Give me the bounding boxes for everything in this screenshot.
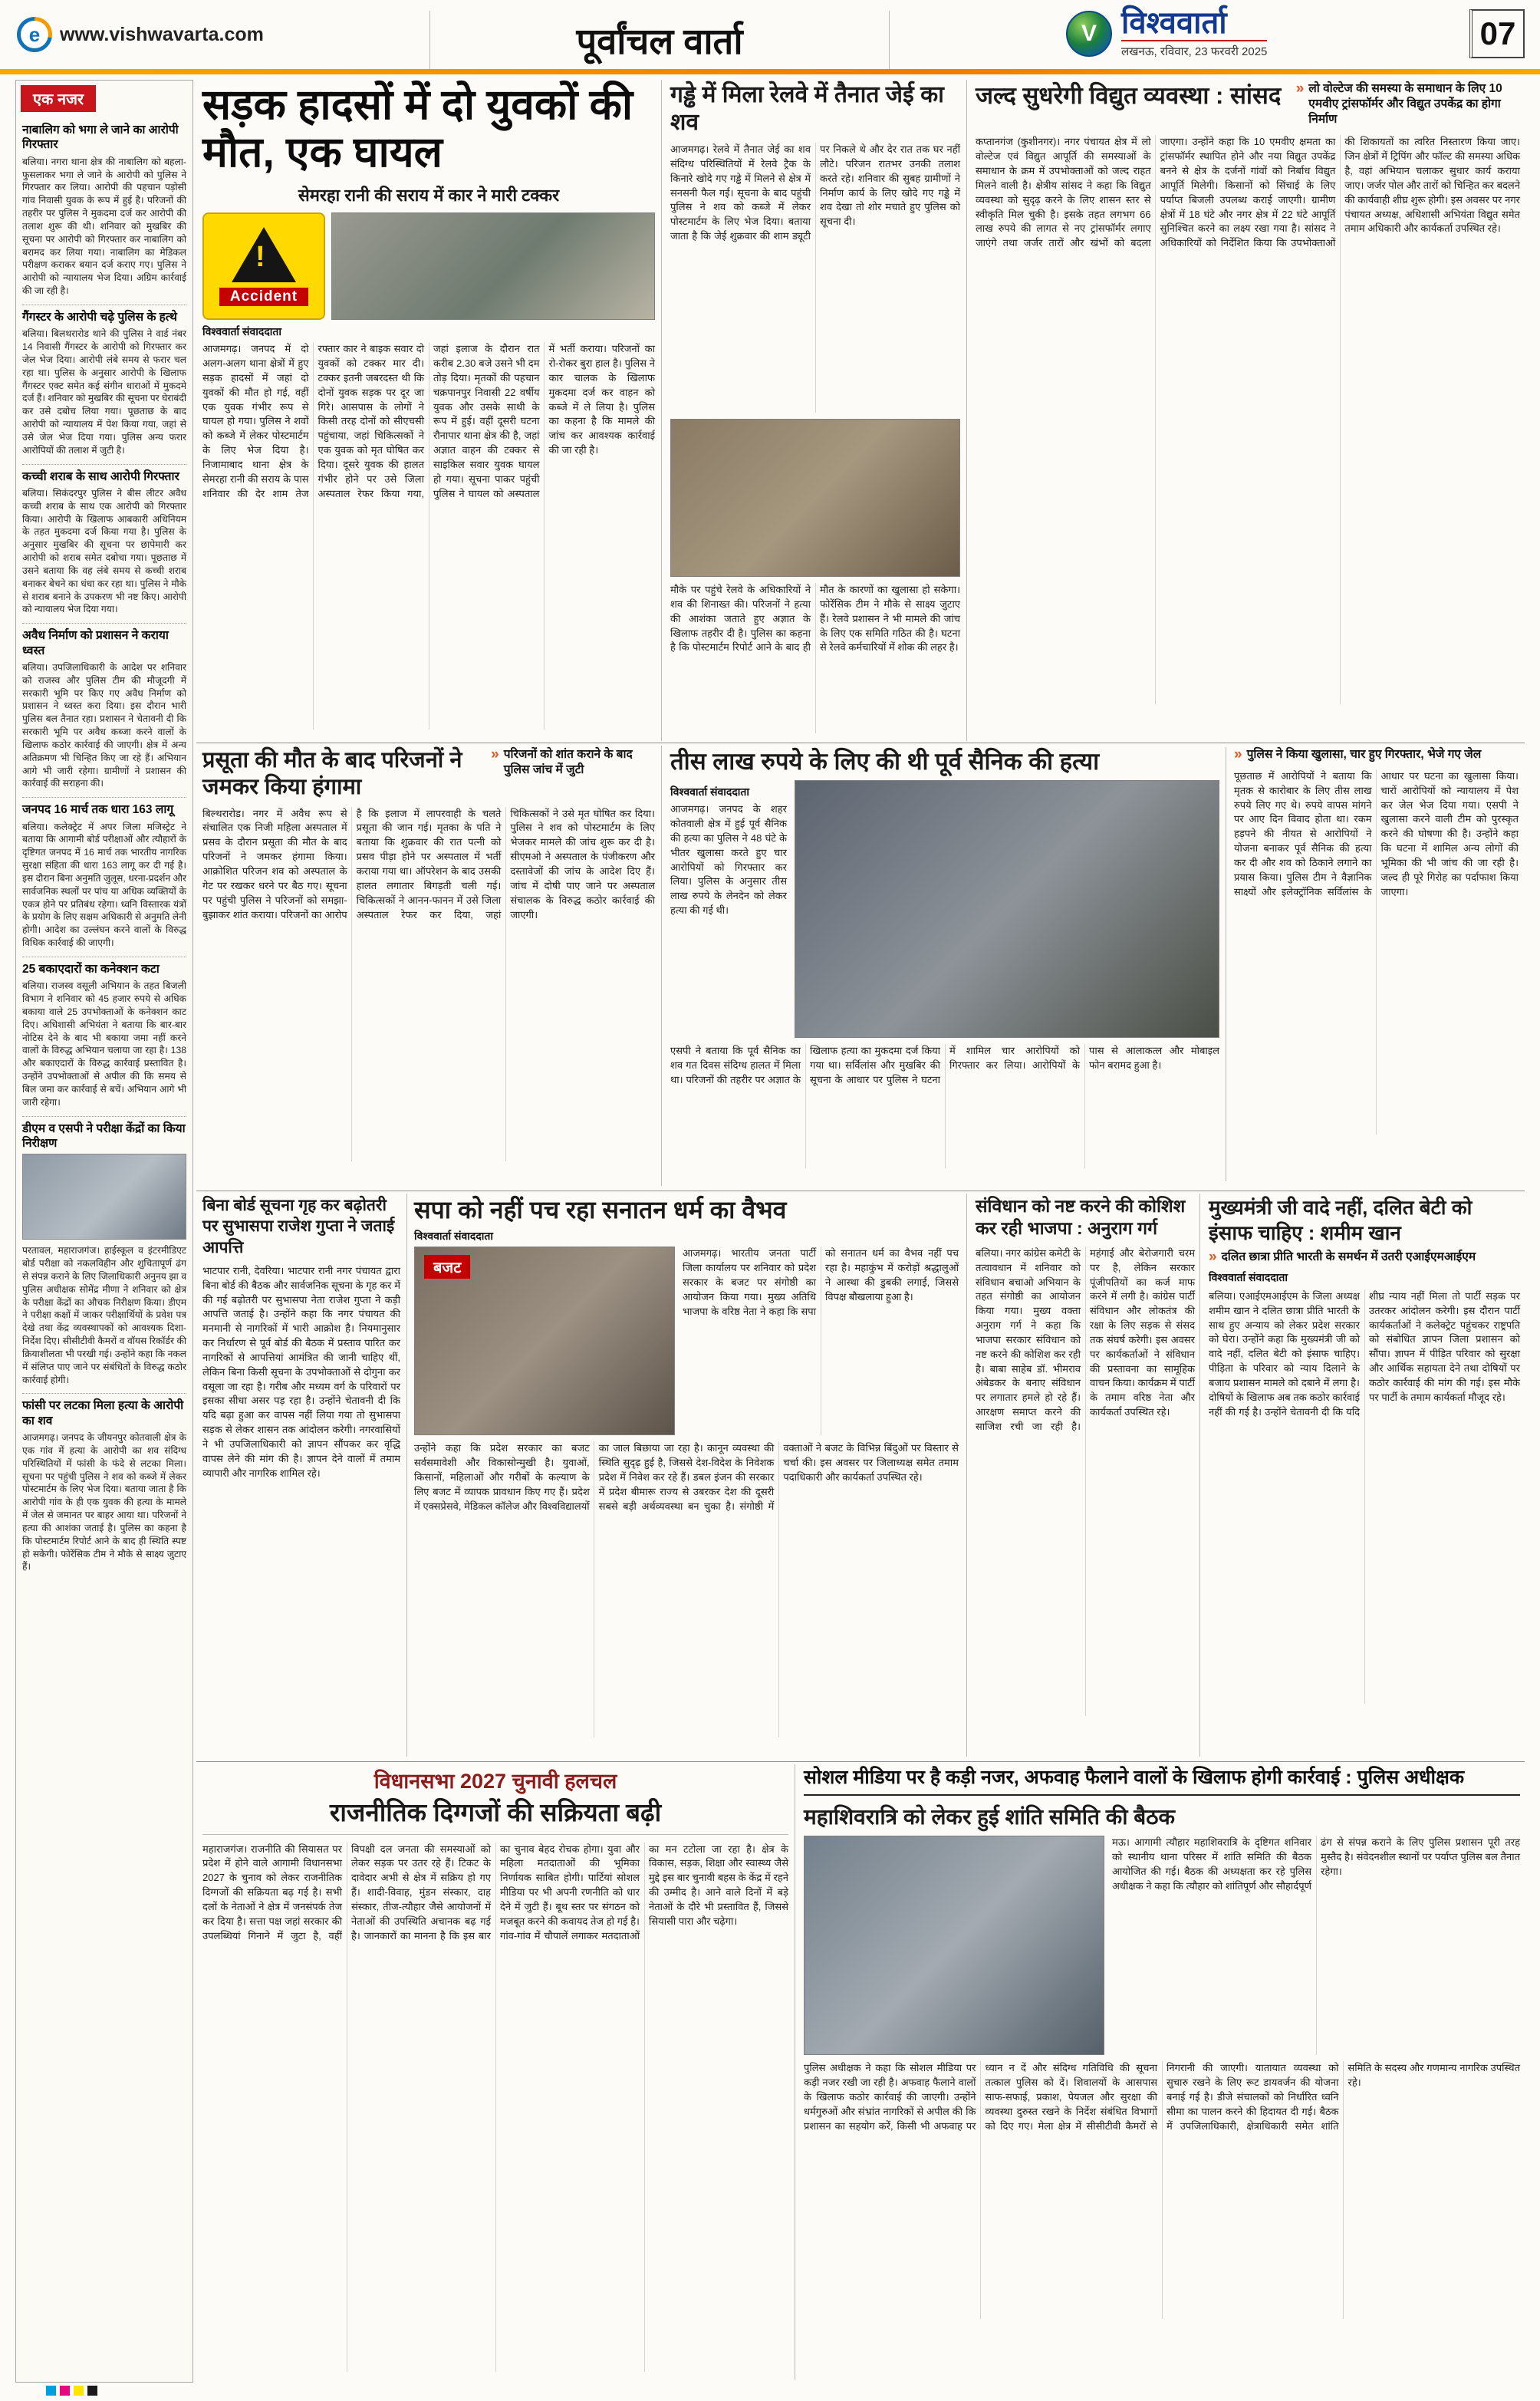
story-prasoota-protest — [196, 746, 660, 1186]
soldier-body-top: आजमगढ़। जनपद के शहर कोतवाली क्षेत्र में हुई पूर्व सैनिक की हत्या का पुलिस ने 48 घंटे के भीतर खुलासा करते हुए चार आरोपियों को गिरफ्तार कर लिया। पुलिस के अनुसार तीस लाख रुपये के लेनदेन को लेकर हत्या की गई थी। — [670, 803, 787, 917]
header-left — [17, 17, 264, 52]
story-power-supply-mp — [969, 80, 1525, 741]
soldier-subhead-text: पुलिस ने किया खुलासा, चार हुए गिरफ्तार, भेजे गए जेल — [1246, 748, 1482, 761]
column-divider — [406, 1194, 407, 1757]
column-divider — [661, 80, 662, 741]
brief-body: आजमगढ़। जनपद के जीयनपुर कोतवाली क्षेत्र के एक गांव में हत्या के आरोपी का शव संदिग्ध परिस्थितियों में फांसी के फंदे से लटका मिला। सूचना पर पहुंची पुलिस ने शव को कब्जे में लेकर पोस्टमार्टम के लिए भेज दिया। बताया जाता है कि आरोपी गांव के ही एक युवक की हत्या के मामले में जेल से जमानत पर बाहर आया था। परिजनों ने हत्या की आशंका जताई है। पुलिस का कहना है कि पोस्टमार्टम रिपोर्ट आने के बाद ही स्थिति स्पष्ट हो सकेगी। फोरेंसिक टीम ने मौके से साक्ष्य जुटाए हैं। — [22, 1432, 186, 1573]
edition-date-line: लखनऊ, रविवार, 23 फरवरी 2025 — [1121, 40, 1267, 59]
vishwavarta-globe-logo-icon — [1066, 11, 1112, 57]
brief-body: बलिया। उपजिलाधिकारी के आदेश पर शनिवार को राजस्व और पुलिस टीम की मौजूदगी में सरकारी भूमि पर किए गए अवैध निर्माण को प्रशासन ने ध्वस्त करा दिया। इस दौरान भारी पुलिस बल तैनात रहा। प्रशासन ने चेतावनी दी कि सरकारी भूमि पर अवैध कब्जा करने वालों के खिलाफ कठोर कार्रवाई की जाएगी। क्षेत्र में अन्य अतिक्रमण भी चिन्हित किए जा रहे हैं। अभियान आगे भी जारी रहेगा। ग्रामीणों ने प्रशासन की कार्रवाई की सराहना की। — [22, 661, 186, 789]
prasoota-body: बिल्थरारोड। नगर में अवैध रूप से संचालित एक निजी महिला अस्पताल में प्रसव के दौरान प्रसूता की मौत के बाद परिजनों ने जमकर हंगामा किया। आक्रोशित परिजन शव को अस्पताल के गेट पर रखकर धरने पर बैठ गए। सूचना पर पहुंची पुलिस ने परिजनों को समझा-बुझाकर शांत कराया। परिजनों का आरोप है कि इलाज में लापरवाही के चलते प्रसूता की जान गई। मृतका के पति ने बताया कि शुक्रवार की रात पत्नी को प्रसव पीड़ा होने पर अस्पताल में भर्ती कराया गया था। ऑपरेशन के बाद उसकी हालत लगातार बिगड़ती चली गई। चिकित्सकों ने आनन-फानन में उसे जिला अस्पताल रेफर कर दिया, जहां चिकित्सकों ने उसे मृत घोषित कर दिया। पुलिस ने शव को पोस्टमार्टम के लिए भेजकर मामले की जांच शुरू कर दी है। सीएमओ ने अस्पताल के पंजीकरण और दस्तावेजों की जांच के आदेश दिए हैं। जांच में दोषी पाए जाने पर अस्पताल संचालक के विरुद्ध कठोर कार्रवाई की जाएगी। — [202, 807, 655, 921]
je-body-bottom: मौके पर पहुंचे रेलवे के अधिकारियों ने शव की शिनाख्त की। परिजनों ने हत्या की आशंका जताते हुए अज्ञात के खिलाफ तहरीर दी है। पुलिस का कहना है कि पोस्टमार्टम रिपोर्ट आने के बाद ही मौत के कारणों का खुलासा हो सकेगा। फोरेंसिक टीम ने मौके से साक्ष्य जुटाए हैं। रेलवे प्रशासन ने भी मामले की जांच के लिए एक समिति गठित की है। घटना से रेलवे कर्मचारियों में शोक की लहर है। — [670, 584, 960, 654]
ek-najar-section-label: एक नजर — [21, 85, 96, 112]
story-house-tax-objection — [196, 1194, 405, 1757]
shanti-body-top: मऊ। आगामी त्यौहार महाशिवरात्रि के दृष्टिगत शनिवार को स्थानीय थाना परिसर में शांति समिति की बैठक आयोजित की गई। बैठक की अध्यक्षता कर रहे पुलिस अधीक्षक ने कहा कि त्यौहार को शांतिपूर्ण और सौहार्दपूर्ण ढंग से संपन्न कराने के लिए पुलिस प्रशासन पूरी तरह मुस्तैद है। संवेदनशील स्थानों पर पर्याप्त पुलिस बल तैनात रहेगा। — [1112, 1836, 1520, 1892]
brand-block — [1121, 8, 1267, 59]
warning-triangle-icon — [232, 227, 296, 282]
edition-masthead: पूर्वांचल वार्ता — [429, 11, 890, 69]
brief-body: बलिया। नगरा थाना क्षेत्र की नाबालिग को बहला-फुसलाकर भगा ले जाने के आरोपी को पुलिस ने गिरफ्तार कर लिया। आरोपी की पहचान पड़ोसी गांव निवासी युवक के रूप में हुई है। परिजनों की तहरीर पर पुलिस ने मुकदमा दर्ज कर आरोपी की तलाश शुरू की थी। शनिवार को मुखबिर की सूचना पर आरोपी को गिरफ्तार कर नाबालिग को बरामद कर लिया गया। नाबालिग का मेडिकल परीक्षण कराकर बयान दर्ज कराए गए। पुलिस ने आरोपी को न्यायालय भेज दिया। अग्रिम कार्रवाई की जा रही है। — [22, 156, 186, 297]
brief-heading: कच्ची शराब के साथ आरोपी गिरफ्तार — [22, 469, 179, 483]
lead-body: आजमगढ़। जनपद में दो अलग-अलग थाना क्षेत्रों में हुए सड़क हादसों में जहां दो युवकों की मौत हो गई, वहीं एक युवक गंभीर रूप से घायल हो गया। पुलिस ने शवों को कब्जे में लेकर पोस्टमार्टम के लिए भेज दिया है। निजामाबाद थाना क्षेत्र के सेमरहा रानी की सराय के पास शनिवार की देर शाम तेज रफ्तार कार ने बाइक सवार दो युवकों को टक्कर मार दी। टक्कर इतनी जबरदस्त थी कि दोनों युवक सड़क पर दूर जा गिरे। आसपास के लोगों ने किसी तरह दोनों को सीएचसी पहुंचाया, जहां चिकित्सकों ने एक युवक को मृत घोषित कर दिया। दूसरे युवक की हालत गंभीर होने पर उसे जिला अस्पताल रेफर किया गया, जहां इलाज के दौरान रात करीब 2.30 बजे उसने भी दम तोड़ दिया। मृतकों की पहचान चक्रपानपुर निवासी 22 वर्षीय युवक और उसके साथी के रूप में हुई। वहीं दूसरी घटना रौनापार थाना क्षेत्र की है, जहां अज्ञात वाहन की टक्कर से साइकिल सवार युवक घायल हो गया। सूचना पाकर पहुंची पुलिस ने घायल को अस्पताल में भर्ती कराया। परिजनों का रो-रोकर बुरा हाल है। पुलिस ने कार चालक के खिलाफ मुकदमा दर्ज कर वाहन को कब्जे में ले लिया है। पुलिस का कहना है कि मामले की जांच कर आवश्यक कार्रवाई की जा रही है। — [202, 343, 655, 499]
news-brief — [22, 1117, 186, 1395]
print-mark-cyan — [46, 2386, 56, 2396]
column-divider — [966, 80, 967, 741]
shanti-body-rest: पुलिस अधीक्षक ने कहा कि सोशल मीडिया पर कड़ी नजर रखी जा रही है। अफवाह फैलाने वालों के खिलाफ कठोर कार्रवाई की जाएगी। उन्होंने धर्मगुरुओं और संभ्रांत नागरिकों से अपील की कि प्रशासन का सहयोग करें, किसी भी अफवाह पर ध्यान न दें और संदिग्ध गतिविधि की सूचना तत्काल पुलिस को दें। शिवालयों के आसपास साफ-सफाई, प्रकाश, पेयजल और सुरक्षा की व्यवस्था दुरुस्त रखने के निर्देश संबंधित विभागों को दिए गए। मेला क्षेत्र में सीसीटीवी कैमरों से निगरानी की जाएगी। यातायात व्यवस्था को सुचारु रखने के लिए रूट डायवर्जन की योजना बनाई गई है। डीजे संचालकों को निर्धारित ध्वनि सीमा का पालन करने की हिदायत दी गई। बैठक में उपजिलाधिकारी, क्षेत्राधिकारी समेत शांति समिति के सदस्य और गणमान्य नागरिक उपस्थित रहे। — [804, 2062, 1520, 2132]
story-vidhansabha-2027 — [196, 1764, 793, 2380]
news-brief — [22, 624, 186, 798]
brief-body: परतावल, महाराजगंज। हाईस्कूल व इंटरमीडिएट बोर्ड परीक्षा को नकलविहीन और शुचितापूर्ण ढंग से संपन्न कराने के लिए जिलाधिकारी अनुनय झा व पुलिस अधीक्षक सोमेंद्र मीणा ने शनिवार को क्षेत्र के परीक्षा केंद्रों का औचक निरीक्षण किया। डीएम ने परीक्षा कक्षों में जाकर परीक्षार्थियों के प्रवेश पत्र देखे तथा केंद्र व्यवस्थापकों को आवश्यक दिशा-निर्देश दिए। सीसीटीवी कैमरों व वॉयस रिकॉर्डर की क्रियाशीलता भी परखी गई। उन्होंने कहा कि नकल में संलिप्त पाए जाने पर संबंधितों के विरुद्ध कठोर कार्रवाई होगी। — [22, 1245, 186, 1385]
vidhansabha-body: महाराजगंज। राजनीति की सियासत पर प्रदेश में होने वाले आगामी विधानसभा 2027 के चुनाव को लेकर राजनीतिक दिग्गजों की सक्रियता बढ़ गई है। सभी दलों के नेताओं ने क्षेत्र में जनसंपर्क तेज कर दिया है। सत्ता पक्ष जहां सरकार की उपलब्धियां गिनाने में जुटा है, वहीं विपक्षी दल जनता की समस्याओं को लेकर सड़क पर उतर रहे हैं। टिकट के दावेदार अभी से क्षेत्र में सक्रिय हो गए हैं। शादी-विवाह, मुंडन संस्कार, दाह संस्कार, तीज-त्यौहार जैसे आयोजनों में नेताओं की उपस्थिति अचानक बढ़ गई है। जानकारों का मानना है कि इस बार का चुनाव बेहद रोचक होगा। युवा और महिला मतदाताओं की भूमिका निर्णायक साबित होगी। पार्टियां सोशल मीडिया पर भी अपनी रणनीति को धार देने में जुटी हैं। बूथ स्तर पर संगठन को मजबूत करने की कवायद तेज हो गई है। गांव-गांव में चौपालें लगाकर मतदाताओं का मन टटोला जा रहा है। क्षेत्र के विकास, सड़क, शिक्षा और स्वास्थ्य जैसे मुद्दे इस बार चुनावी बहस के केंद्र में रहने की उम्मीद है। आने वाले दिनों में बड़े नेताओं के दौरे भी प्रस्तावित हैं, जिससे सियासी पारा और चढ़ेगा। — [202, 1843, 788, 1942]
news-brief — [22, 957, 186, 1117]
brief-body: बलिया। बिलथरारोड थाने की पुलिस ने वार्ड नंबर 14 निवासी गैंगस्टर के आरोपी को गिरफ्तार कर जेल भेज दिया। आरोपी लंबे समय से फरार चल रहा था। पुलिस के अनुसार आरोपी के खिलाफ गैंगस्टर एक्ट समेत कई संगीन धाराओं में मुकदमे दर्ज हैं। शनिवार को मुखबिर की सूचना पर घेराबंदी कर उसे दबोच लिया गया। पूछताछ के बाद आरोपी को न्यायालय में पेश किया गया, जहां से उसे जेल भेज दिया गया। पुलिस अन्य फरार आरोपियों की तलाश में जुटी है। — [22, 328, 186, 456]
samvidhan-body: बलिया। नगर कांग्रेस कमेटी के तत्वावधान में शनिवार को संविधान बचाओ अभियान के तहत संगोष्ठी का आयोजन किया गया। मुख्य वक्ता अनुराग गर्ग ने कहा कि भाजपा सरकार संविधान को नष्ट करने की कोशिश कर रही है। बाबा साहेब डॉ. भीमराव अंबेडकर के बनाए संविधान पर लगातार हमले हो रहे हैं। आरक्षण समाप्त करने की साजिश रची जा रही है। महंगाई और बेरोजगारी चरम पर है, लेकिन सरकार पूंजीपतियों का कर्ज माफ करने में लगी है। कांग्रेस पार्टी संविधान और लोकतंत्र की रक्षा के लिए सड़क से संसद तक संघर्ष करेगी। इस अवसर पर कार्यकर्ताओं ने संविधान की प्रस्तावना का सामूहिक वाचन किया। कार्यक्रम में पार्टी के तमाम वरिष्ठ नेता और कार्यकर्ता उपस्थित रहे। — [976, 1247, 1195, 1432]
byline: विश्ववार्ता संवाददाता — [414, 1230, 494, 1243]
news-brief — [22, 305, 186, 465]
prasoota-bullet-text: परिजनों को शांत कराने के बाद पुलिस जांच में जुटी — [503, 748, 633, 777]
story-road-accidents — [196, 80, 660, 741]
story-samvidhan-congress — [969, 1194, 1199, 1757]
prasoota-bullet-subhead — [491, 747, 655, 778]
prasoota-headline: प्रसूता की मौत के बाद परिजनों ने जमकर किया हंगामा — [202, 748, 462, 799]
column-divider — [966, 1194, 967, 1757]
story-ex-soldier-murder — [664, 746, 1525, 1186]
social-media-banner-headline: सोशल मीडिया पर है कड़ी नजर, अफवाह फैलाने वालों के खिलाफ होगी कार्रवाई : पुलिस अधीक्षक — [804, 1766, 1520, 1796]
je-headline: गड्ढे में मिला रेलवे में तैनात जेई का शव — [670, 82, 944, 135]
accident-warning-sign — [202, 212, 325, 320]
soldier-headline: तीस लाख रुपये के लिए की थी पूर्व सैनिक की हत्या — [670, 748, 1100, 775]
brief-heading: गैंगस्टर के आरोपी चढ़े पुलिस के हत्थे — [22, 310, 177, 324]
shanti-headline: महाशिवरात्रि को लेकर हुई शांति समिति की बैठक — [804, 1805, 1176, 1830]
lead-headline: सड़क हादसों में दो युवकों की मौत, एक घायल — [202, 81, 633, 176]
photo-exam-inspection — [22, 1154, 186, 1240]
prasoota-header — [202, 747, 655, 801]
story-shamim-khan — [1203, 1194, 1525, 1757]
photo-je-site — [670, 419, 960, 577]
shanti-media-row — [804, 1836, 1520, 2055]
soldier-body-right: पूछताछ में आरोपियों ने बताया कि मृतक से कारोबार के लिए तीस लाख रुपये लिए गए थे। रुपये वापस मांगने पर आए दिन विवाद होता था। रकम हड़पने की नीयत से आरोपियों ने योजना बनाकर पूर्व सैनिक की हत्या कर दी और शव को ठिकाने लगाने का प्रयास किया। पुलिस टीम ने वैज्ञानिक साक्ष्यों और इलेक्ट्रॉनिक सर्विलांस के आधार पर घटना का खुलासा किया। चारों आरोपियों को न्यायालय में पेश कर जेल भेज दिया गया। एसपी ने खुलासा करने वाली टीम को पुरस्कृत करने की घोषणा की है। उन्होंने कहा कि घटना में शामिल अन्य लोगों की भूमिका की भी जांच की जा रही है। जल्द ही पूरे गिरोह का पर्दाफाश किया जाएगा। — [1234, 769, 1519, 897]
e-logo-letter: e — [21, 21, 48, 48]
brief-heading: जनपद 16 मार्च तक धारा 163 लागू — [22, 803, 174, 817]
photo-budget-seminar — [414, 1247, 675, 1435]
chevron-bullet-icon: » — [1209, 1249, 1217, 1265]
brief-heading: डीएम व एसपी ने परीक्षा केंद्रों का किया निरीक्षण — [22, 1121, 186, 1150]
row-divider — [196, 1761, 1525, 1762]
byline: विश्ववार्ता संवाददाता — [1209, 1270, 1288, 1283]
brand-name: विश्ववार्ता — [1121, 6, 1227, 40]
brief-heading: नाबालिग को भगा ले जाने का आरोपी गिरफ्तार — [22, 124, 179, 152]
chevron-bullet-icon: » — [1295, 81, 1305, 97]
news-brief — [22, 1394, 186, 1580]
grihkar-body: भाटपार रानी, देवरिया। भाटपार रानी नगर पंचायत द्वारा बिना बोर्ड की बैठक और सार्वजनिक सूचना के गृह कर में की गई बढ़ोतरी पर सुभासपा नेता राजेश गुप्ता ने कड़ी आपत्ति जताई है। उन्होंने कहा कि नगर पंचायत की मनमानी से नागरिकों में भारी आक्रोश है। नियमानुसार कर निर्धारण से पूर्व बोर्ड की बैठक में प्रस्ताव पारित कर नागरिकों से आपत्तियां आमंत्रित की जानी चाहिए थीं, लेकिन बिना किसी सूचना के उपभोक्ताओं से दोगुना कर वसूला जा रहा है। गरीब और मध्यम वर्ग के परिवारों पर इसका सीधा असर पड़ रहा है। उन्होंने चेतावनी दी कि यदि बढ़ा हुआ कर वापस नहीं लिया गया तो सुभासपा सड़क से लेकर शासन तक आंदोलन करेगी। नगरवासियों ने भी उपजिलाधिकारी को ज्ञापन सौंपकर कर वृद्धि वापस लेने की मांग की है। ज्ञापन देने वालों में तमाम व्यापारी और नागरिक शामिल रहे। — [202, 1264, 400, 1479]
accident-sign-label: Accident — [219, 288, 308, 306]
soldier-media-row — [670, 780, 1219, 1038]
page-header — [0, 0, 1540, 69]
mp-bullet-subhead — [1296, 81, 1520, 127]
soldier-first-column — [670, 780, 787, 1038]
exclamation-mark: ! — [255, 240, 265, 273]
globe-logo-letter: V — [1081, 20, 1097, 46]
print-mark-black — [87, 2386, 97, 2396]
vidhansabha-kicker: विधानसभा 2027 चुनावी हलचल — [373, 1770, 617, 1793]
shamim-headline: मुख्यमंत्री जी वादे नहीं, दलित बेटी को इंसाफ चाहिए : शमीम खान — [1209, 1196, 1473, 1244]
shamim-body: बलिया। एआईएमआईएम के जिला अध्यक्ष शमीम खान ने दलित छात्रा प्रीति भारती के साथ हुए अन्याय को लेकर प्रदेश सरकार को घेरा। उन्होंने कहा कि मुख्यमंत्री जी को वादे नहीं, दलित बेटी को इंसाफ चाहिए। पीड़िता के परिवार को न्याय दिलाने के बजाय प्रशासन मामले को दबाने में लगा है। दोषियों के खिलाफ अब तक कठोर कार्रवाई नहीं की गई है। उन्होंने चेतावनी दी कि यदि शीघ्र न्याय नहीं मिला तो पार्टी सड़क पर उतरकर आंदोलन करेगी। इस दौरान पार्टी कार्यकर्ताओं ने कलेक्ट्रेट पहुंचकर राष्ट्रपति को संबोधित ज्ञापन जिला प्रशासन को सौंपा। ज्ञापन में पीड़ित परिवार को सुरक्षा और आर्थिक सहायता देने तथा दोषियों पर कठोर कार्रवाई की मांग की गई। इस मौके पर पार्टी के तमाम कार्यकर्ता मौजूद रहे। — [1209, 1289, 1520, 1418]
website-url: www.vishwavarta.com — [60, 23, 264, 45]
e-paper-logo-icon — [17, 17, 52, 52]
mp-body: कप्तानगंज (कुशीनगर)। नगर पंचायत क्षेत्र में लो वोल्टेज एवं विद्युत आपूर्ति की समस्याओं के समाधान के क्रम में उपभोक्ताओं को जल्द राहत मिलने वाली है। क्षेत्रीय सांसद ने कहा कि विद्युत व्यवस्था को सुदृढ़ करने के लिए शासन स्तर से स्वीकृति मिल चुकी है। इसके तहत लगभग 66 लाख रुपये की लागत से नए ट्रांसफॉर्मर लगाए जाएंगे तथा जर्जर तारों और खंभों को बदला जाएगा। उन्होंने कहा कि 10 एमवीए क्षमता का ट्रांसफॉर्मर स्थापित होने और नया विद्युत उपकेंद्र बनने से क्षेत्र के दर्जनों गांवों को निर्बाध विद्युत आपूर्ति मिलेगी। किसानों को सिंचाई के लिए पर्याप्त बिजली उपलब्ध कराई जाएगी। ग्रामीण क्षेत्रों में 18 घंटे और नगर क्षेत्र में 22 घंटे आपूर्ति सुनिश्चित करने का लक्ष्य रखा गया है। सांसद ने अधिकारियों को निर्देशित किया कि उपभोक्ताओं की शिकायतों का त्वरित निस्तारण किया जाए। जिन क्षेत्रों में ट्रिपिंग और फॉल्ट की समस्या अधिक है, वहां अभियान चलाकर सुधार कार्य कराया जाए। जर्जर पोल और तारों को चिन्हित कर बदलने की कार्यवाही शीघ्र शुरू होगी। इस अवसर पर नगर पंचायत अध्यक्ष, अधिशासी अभियंता विद्युत समेत तमाम अधिकारी और कार्यकर्ता उपस्थित रहे। — [976, 136, 1520, 249]
soldier-right-zone — [1226, 747, 1519, 1181]
shamim-bullet-subhead — [1209, 1250, 1520, 1266]
news-brief — [22, 465, 186, 624]
grihkar-headline: बिना बोर्ड सूचना गृह कर बढ़ोतरी पर सुभासपा राजेश गुप्ता ने जताई आपत्ति — [202, 1197, 395, 1256]
sapa-body-rest: उन्होंने कहा कि प्रदेश सरकार का बजट सर्वसमावेशी और विकासोन्मुखी है। युवाओं, किसानों, महिलाओं और गरीबों के कल्याण के लिए बजट में व्यापक प्रावधान किए गए हैं। प्रदेश में एक्सप्रेसवे, मेडिकल कॉलेज और विश्वविद्यालयों का जाल बिछाया जा रहा है। कानून व्यवस्था की स्थिति सुदृढ़ हुई है, जिससे देश-विदेश के निवेशक प्रदेश में निवेश कर रहे हैं। डबल इंजन की सरकार में प्रदेश बीमारू राज्य से उबरकर देश की दूसरी सबसे बड़ी अर्थव्यवस्था बन चुका है। संगोष्ठी में वक्ताओं ने बजट के विभिन्न बिंदुओं पर विस्तार से चर्चा की। इस अवसर पर जिलाध्यक्ष समेत तमाम पदाधिकारी और कार्यकर्ता उपस्थित रहे। — [414, 1442, 959, 1512]
header-right — [1066, 8, 1267, 59]
mp-header — [976, 81, 1520, 127]
ek-najar-sidebar — [15, 80, 193, 2383]
masthead-rule — [0, 69, 1540, 74]
print-mark-yellow — [74, 2386, 84, 2396]
byline: विश्ववार्ता संवाददाता — [202, 325, 282, 338]
brief-heading: 25 बकाएदारों का कनेक्शन कटा — [22, 962, 160, 976]
je-body-top: आजमगढ़। रेलवे में तैनात जेई का शव संदिग्ध परिस्थितियों में रेलवे ट्रैक के किनारे खोदे गए गड्ढे में मिलने से क्षेत्र में सनसनी फैल गई। सूचना के बाद पहुंची पुलिस ने शव को कब्जे में लेकर पोस्टमार्टम के लिए भेज दिया। बताया जाता है कि जेई शुक्रवार की शाम ड्यूटी पर निकले थे और देर रात तक घर नहीं लौटे। परिजन रातभर उनकी तलाश करते रहे। शनिवार की सुबह ग्रामीणों ने निर्माण कार्य के लिए खोदे गए गड्ढे में शव देखा तो शोर मचाते हुए पुलिस को सूचना दी। — [670, 143, 960, 242]
print-color-marks — [46, 2386, 97, 2396]
soldier-bullet-subhead — [1234, 747, 1519, 763]
story-je-body-found — [664, 80, 965, 741]
brief-heading: अवैध निर्माण को प्रशासन ने कराया ध्वस्त — [22, 629, 169, 657]
brief-body: बलिया। कलेक्ट्रेट में अपर जिला मजिस्ट्रेट ने बताया कि आगामी बोर्ड परीक्षाओं और त्यौहारों के दृष्टिगत जनपद में 16 मार्च तक भारतीय नागरिक सुरक्षा संहिता की धारा 163 लागू कर दी गई है। इस दौरान बिना अनुमति जुलूस, धरना-प्रदर्शन और सार्वजनिक स्थलों पर पांच या अधिक व्यक्तियों के एकत्र होने पर प्रतिबंध रहेगा। ध्वनि विस्तारक यंत्रों के प्रयोग के लिए सक्षम अधिकारी से अनुमति लेनी होगी। आदेश का उल्लंघन करने वालों के विरुद्ध विधिक कार्रवाई की जाएगी। — [22, 821, 186, 949]
sapa-body-top: आजमगढ़। भारतीय जनता पार्टी जिला कार्यालय पर शनिवार को प्रदेश सरकार के बजट पर संगोष्ठी का आयोजन किया गया। मुख्य अतिथि भाजपा के वरिष्ठ नेता ने कहा कि सपा को सनातन धर्म का वैभव नहीं पच रहा है। महाकुंभ में करोड़ों श्रद्धालुओं ने आस्था की डुबकी लगाई, जिससे विपक्ष बौखलाया हुआ है। — [683, 1247, 959, 1317]
budget-banner-label: बजट — [424, 1255, 470, 1279]
story-sapa-sanatan — [408, 1194, 963, 1757]
print-mark-magenta — [60, 2386, 70, 2396]
news-brief — [22, 118, 186, 305]
mp-bullet-text: लो वोल्टेज की समस्या के समाधान के लिए 10 एमवीए ट्रांसफॉर्मर और विद्युत उपकेंद्र का होगा निर्माण — [1308, 82, 1502, 127]
photo-peace-committee-meeting — [804, 1836, 1104, 2055]
brief-body: बलिया। सिकंदरपुर पुलिस ने बीस लीटर अवैध कच्ची शराब के साथ एक आरोपी को गिरफ्तार किया। आरोपी के खिलाफ आबकारी अधिनियम के तहत मुकदमा दर्ज किया गया है। पुलिस के अनुसार मुखबिर की सूचना पर छापेमारी कर आरोपी को शराब समेत दबोचा गया। पूछताछ में उसने बताया कि वह लंबे समय से कच्ची शराब बनाकर बेचने का धंधा कर रहा था। पुलिस ने मौके से शराब बनाने के उपकरण भी नष्ट किए। आरोपी को न्यायालय भेज दिया गया। — [22, 487, 186, 615]
byline: विश्ववार्ता संवाददाता — [670, 786, 750, 799]
column-divider — [1199, 1194, 1200, 1757]
shamim-bullet-text: दलित छात्रा प्रीति भारती के समर्थन में उतरी एआईएमआईएम — [1221, 1250, 1476, 1263]
vidhansabha-headline: राजनीतिक दिग्गजों की सक्रियता बढ़ी — [202, 1797, 788, 1835]
story-shanti-samiti — [798, 1764, 1525, 2380]
brief-heading: फांसी पर लटका मिला हत्या के आरोपी का शव — [22, 1399, 184, 1428]
chevron-bullet-icon: » — [491, 746, 499, 762]
mp-headline: जल्द सुधरेगी विद्युत व्यवस्था : सांसद — [976, 82, 1282, 109]
sapa-media-row — [414, 1247, 959, 1435]
lead-media-row — [202, 212, 655, 320]
photo-accident-scene — [331, 212, 655, 320]
column-divider — [661, 746, 662, 1186]
soldier-main-zone — [670, 747, 1219, 1181]
page-number: 07 — [1469, 9, 1525, 58]
brief-body: बलिया। राजस्व वसूली अभियान के तहत बिजली विभाग ने शनिवार को 45 हजार रुपये से अधिक बकाया वाले 25 उपभोक्ताओं के कनेक्शन काट दिए। अधिशासी अभियंता ने बताया कि बार-बार नोटिस देने के बाद भी बकाया जमा नहीं करने वालों के विरुद्ध अभियान चलाया जा रहा है। 138 और बकाएदारों के विरुद्ध कार्रवाई प्रस्तावित है। उन्होंने उपभोक्ताओं से अपील की कि समय से बिल जमा कर कार्रवाई से बचें। अभियान आगे भी जारी रहेगा। — [22, 980, 186, 1108]
samvidhan-headline: संविधान को नष्ट करने की कोशिश कर रही भाजपा : अनुराग गर्ग — [976, 1196, 1186, 1239]
photo-police-with-accused — [795, 780, 1219, 1038]
news-brief — [22, 798, 186, 957]
sapa-headline: सपा को नहीं पच रहा सनातन धर्म का वैभव — [414, 1196, 787, 1224]
soldier-body-bottom: एसपी ने बताया कि पूर्व सैनिक का शव गत दिवस संदिग्ध हालत में मिला था। परिजनों की तहरीर पर अज्ञात के खिलाफ हत्या का मुकदमा दर्ज किया गया था। सर्विलांस और मुखबिर की सूचना के आधार पर पुलिस ने घटना में शामिल चार आरोपियों को गिरफ्तार कर लिया। आरोपियों के पास से आलाकत्ल और मोबाइल फोन बरामद हुआ है। — [670, 1045, 1219, 1085]
lead-subhead: सेमरहा रानी की सराय में कार ने मारी टक्कर — [298, 186, 560, 206]
chevron-bullet-icon: » — [1234, 746, 1242, 762]
